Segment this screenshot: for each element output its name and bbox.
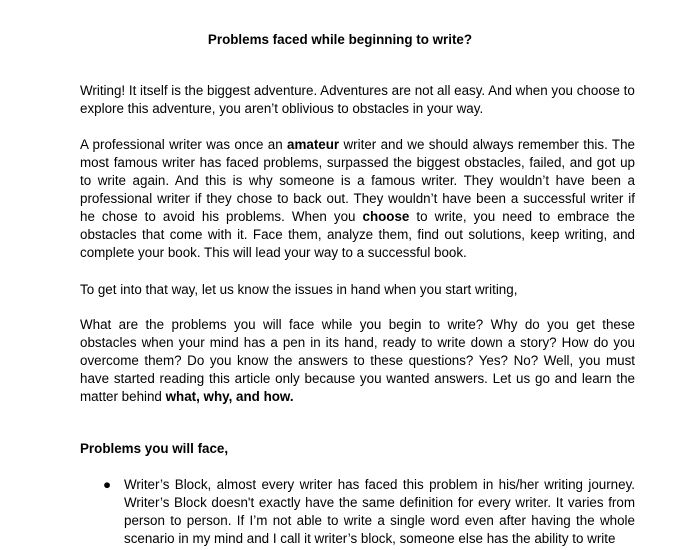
paragraph-questions [80,316,635,406]
bold-text-run: choose [362,209,410,224]
document-title: Problems faced while beginning to write? [207,32,473,47]
text-run: To get into that way, let us know the issues in hand when you start writing, [80,282,518,297]
paragraph-professional-writer [80,136,635,262]
problems-list [80,476,635,548]
text-run: Writing! It itself is the biggest adventure. Adventures are not all easy. And when you choose to explore this adventure, you aren’t oblivious to obstacles in your way. [80,83,635,116]
bold-text-run: amateur [287,137,340,152]
paragraph-intro [80,82,635,118]
text-run: A professional writer was once an [80,137,288,152]
list-item [80,476,635,548]
text-run: to write, you need to embrace the obstacles that come with it. Face them, analyze them, find out solutions, keep writing, and complete your book. This will lead your way to a successful book. [80,209,635,260]
text-run: What are the problems you will face while you begin to write? Why do you get these obstacles when your mind has a pen in its hand, ready to write down a story? How do you overcome them? Do you know the answers to these questions? Yes? No? Well, you must have started reading this article only because you wanted answers. Let us go and learn the matter behind [80,317,635,404]
section-heading: Problems you will face, [80,441,229,456]
bullet-icon: ● [103,477,112,492]
text-run: writer and we should always remember this. The most famous writer has faced problems, surpassed the biggest obstacles, failed, and got up to write again. And this is why someone is a famous writer. They wouldn’t have been a professional writer if they chose to back out. They wouldn’t have been a successful writer if he chose to avoid his problems. When you [80,137,635,224]
bold-text-run: what, why, and how. [165,389,294,404]
paragraph-issues-in-hand [80,281,635,299]
list-item-text: Writer’s Block, almost every writer has faced this problem in his/her writing journey. Writer’s Block doesn't exactly have the same definition for every writer. It varies from person to person. If I’m not able to write a single word even after having the whole scenario in my mind and I call it writer’s block, someone else has the ability to write [124,477,635,546]
